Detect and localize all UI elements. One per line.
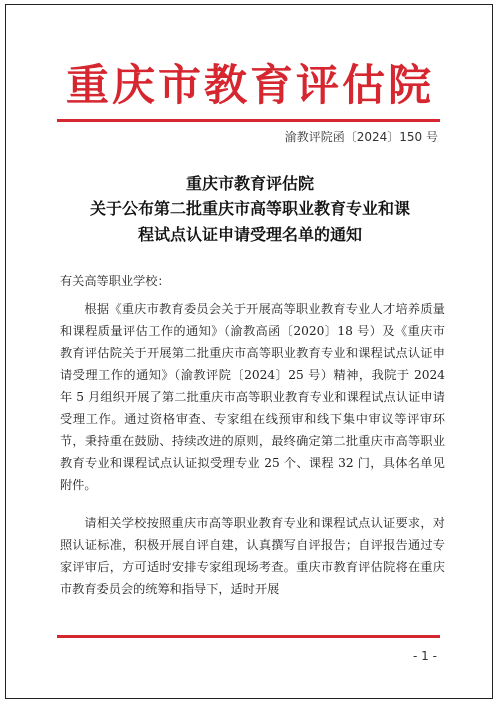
notice-title-line-1: 重庆市教育评估院 xyxy=(185,174,314,193)
body-paragraph-1: 根据《重庆市教育委员会关于开展高等职业教育专业人才培养质量和课程质量评估工作的通知》（渝教高函〔2020〕18 号）及《重庆市教育评估院关于开展第二批重庆市高等职业教育专业和课程试点认证申请受理工作的通知》（渝教评院〔2024〕25 号）精神，我院于 2024 年 5 月组织开展了第二批重庆市高等职业教育专业和课程试点认证申请受理工作。通过资格审查、专家组在线预审和线下集中审议等评审环节，秉持重在鼓励、持续改进的原则，最终确定第二批重庆市高等职业教育专业和课程试点认证拟受理专业 25 个、课程 32 门，具体名单见附件。 xyxy=(60,302,445,492)
masthead-title: 重庆市教育评估院 xyxy=(66,61,434,111)
body-paragraph-2: 请相关学校按照重庆市高等职业教育专业和课程试点认证要求，对照认证标准，积极开展自评自建，认真撰写自评报告；自评报告通过专家评审后，方可适时安排专家组现场考查。重庆市教育评估院将在重庆市教育委员会的统筹和指导下，适时开展 xyxy=(60,516,445,596)
salutation: 有关高等职业学校： xyxy=(60,274,170,288)
notice-title-line-2: 关于公布第二批重庆市高等职业教育专业和课 xyxy=(89,199,410,218)
footer-red-rule xyxy=(57,635,440,638)
notice-title-line-3: 程试点认证申请受理名单的通知 xyxy=(137,225,362,244)
header-red-rule xyxy=(57,119,440,122)
document-number: 渝教评院函〔2024〕150 号 xyxy=(284,130,438,144)
page-number: - 1 - xyxy=(413,649,437,663)
